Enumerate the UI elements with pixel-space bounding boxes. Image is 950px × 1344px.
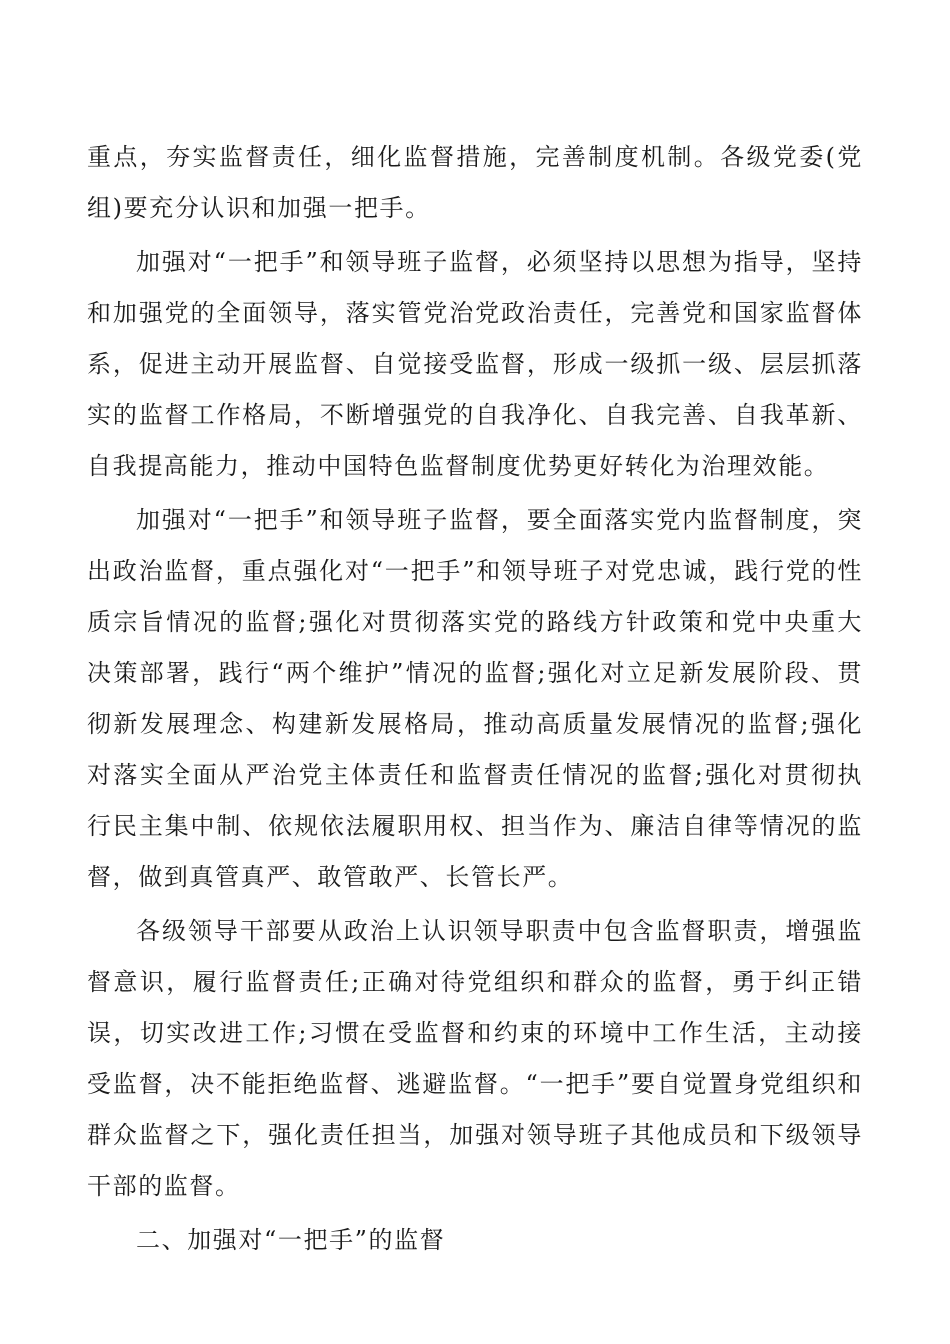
document-body (87, 132, 863, 1266)
paragraph-political-supervision: 加强对“一把手”和领导班子监督，要全面落实党内监督制度，突出政治监督，重点强化对“一把手”和领导班子对党忠诚，践行党的性质宗旨情况的监督;强化对贯彻落实党的路线方针政策和党中央重大决策部署，践行“两个维护”情况的监督;强化对立足新发展阶段、贯彻新发展理念、构建新发展格局，推动高质量发展情况的监督;强化对落实全面从严治党主体责任和监督责任情况的监督;强化对贯彻执行民主集中制、依规依法履职用权、担当作为、廉洁自律等情况的监督，做到真管真严、敢管敢严、长管长严。 (87, 506, 863, 891)
paragraph-continuation: 重点，夯实监督责任，细化监督措施，完善制度机制。各级党委(党组)要充分认识和加强一把手。 (87, 143, 863, 222)
paragraph-guiding-principle: 加强对“一把手”和领导班子监督，必须坚持以思想为指导，坚持和加强党的全面领导，落实管党治党政治责任，完善党和国家监督体系，促进主动开展监督、自觉接受监督，形成一级抓一级、层层抓落实的监督工作格局，不断增强党的自我净化、自我完善、自我革新、自我提高能力，推动中国特色监督制度优势更好转化为治理效能。 (87, 248, 863, 480)
section-heading: 二、加强对“一把手”的监督 (136, 1226, 446, 1254)
paragraph-leader-responsibility: 各级领导干部要从政治上认识领导职责中包含监督职责，增强监督意识，履行监督责任;正确对待党组织和群众的监督，勇于纠正错误，切实改进工作;习惯在受监督和约束的环境中工作生活，主动接受监督，决不能拒绝监督、逃避监督。“一把手”要自觉置身党组织和群众监督之下，强化责任担当，加强对领导班子其他成员和下级领导干部的监督。 (87, 917, 863, 1200)
